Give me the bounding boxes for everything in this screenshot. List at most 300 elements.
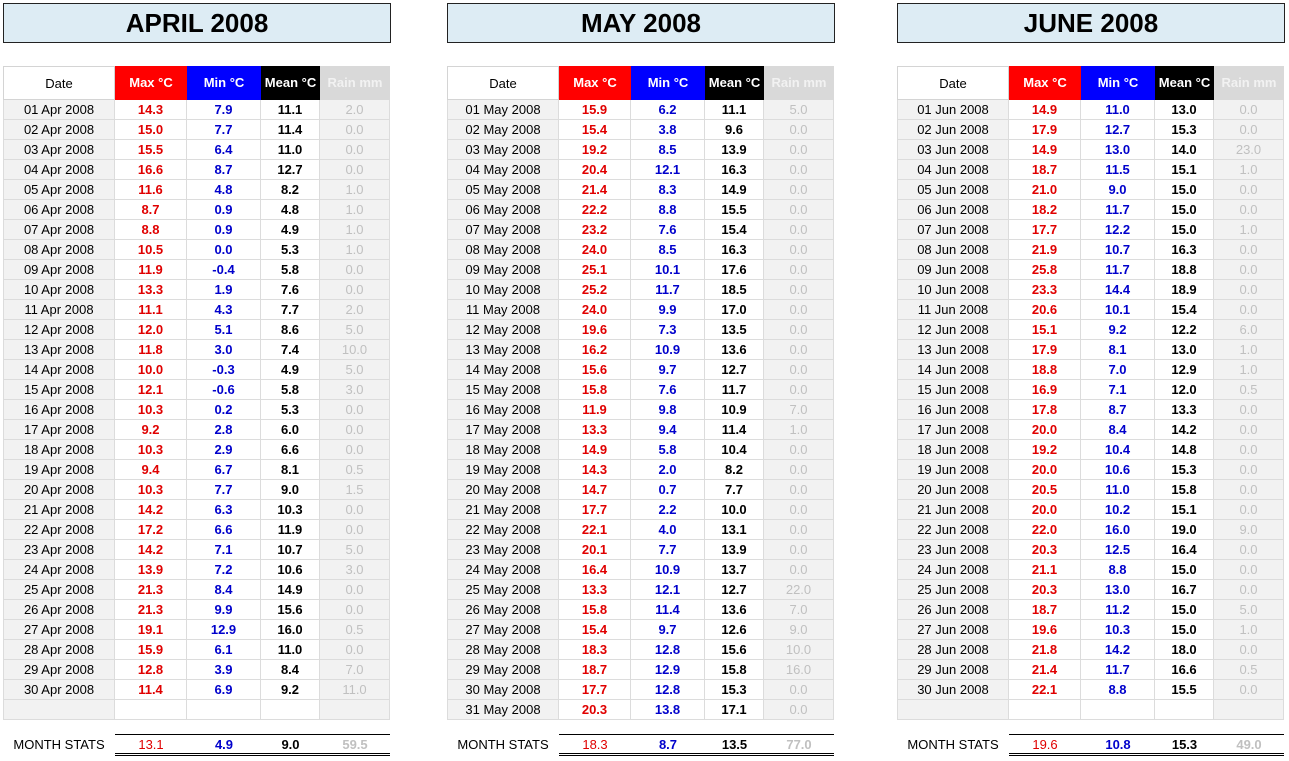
cell-rain[interactable]: 1.0 (764, 420, 834, 440)
cell-rain[interactable]: 0.0 (764, 240, 834, 260)
cell-date[interactable]: 06 Jun 2008 (897, 200, 1009, 220)
cell-rain[interactable]: 0.0 (1214, 440, 1284, 460)
cell-rain[interactable]: 1.0 (1214, 360, 1284, 380)
cell-min[interactable]: 4.0 (631, 520, 705, 540)
cell-min[interactable]: 6.9 (187, 680, 261, 700)
cell-mean[interactable]: 6.0 (261, 420, 320, 440)
stats-max[interactable]: 19.6 (1009, 734, 1081, 756)
cell-max[interactable]: 21.8 (1009, 640, 1081, 660)
cell-date[interactable]: 10 May 2008 (447, 280, 559, 300)
cell-rain[interactable]: 0.0 (764, 460, 834, 480)
cell-rain[interactable]: 0.0 (1214, 540, 1284, 560)
cell-mean[interactable]: 13.1 (705, 520, 764, 540)
cell-rain[interactable]: 0.0 (320, 120, 390, 140)
cell-mean[interactable]: 15.0 (1155, 620, 1214, 640)
cell-mean[interactable]: 15.5 (705, 200, 764, 220)
cell-max[interactable]: 22.1 (1009, 680, 1081, 700)
cell-date[interactable] (3, 700, 115, 720)
cell-date[interactable]: 23 Jun 2008 (897, 540, 1009, 560)
cell-mean[interactable]: 15.6 (261, 600, 320, 620)
cell-mean[interactable]: 6.6 (261, 440, 320, 460)
cell-date[interactable]: 15 Jun 2008 (897, 380, 1009, 400)
cell-date[interactable]: 12 Apr 2008 (3, 320, 115, 340)
cell-min[interactable]: 6.6 (187, 520, 261, 540)
cell-date[interactable]: 12 May 2008 (447, 320, 559, 340)
cell-rain[interactable]: 1.0 (1214, 220, 1284, 240)
cell-min[interactable]: 8.4 (1081, 420, 1155, 440)
cell-min[interactable]: 14.2 (1081, 640, 1155, 660)
cell-max[interactable]: 22.2 (559, 200, 631, 220)
cell-date[interactable]: 05 May 2008 (447, 180, 559, 200)
cell-min[interactable]: 6.3 (187, 500, 261, 520)
cell-max[interactable]: 10.3 (115, 400, 187, 420)
cell-max[interactable]: 14.7 (559, 480, 631, 500)
cell-date[interactable]: 30 May 2008 (447, 680, 559, 700)
cell-max[interactable]: 18.8 (1009, 360, 1081, 380)
cell-mean[interactable]: 15.1 (1155, 160, 1214, 180)
cell-rain[interactable]: 0.0 (1214, 280, 1284, 300)
cell-mean[interactable]: 18.9 (1155, 280, 1214, 300)
cell-min[interactable]: 4.3 (187, 300, 261, 320)
cell-max[interactable]: 10.3 (115, 440, 187, 460)
cell-min[interactable]: 10.3 (1081, 620, 1155, 640)
cell-mean[interactable]: 16.6 (1155, 660, 1214, 680)
header-rain[interactable]: Rain mm (320, 66, 390, 100)
cell-max[interactable]: 25.1 (559, 260, 631, 280)
cell-date[interactable]: 27 Apr 2008 (3, 620, 115, 640)
cell-mean[interactable]: 16.7 (1155, 580, 1214, 600)
cell-mean[interactable]: 13.0 (1155, 340, 1214, 360)
cell-max[interactable]: 10.3 (115, 480, 187, 500)
cell-max[interactable]: 17.9 (1009, 120, 1081, 140)
cell-date[interactable]: 18 Apr 2008 (3, 440, 115, 460)
cell-min[interactable]: 0.2 (187, 400, 261, 420)
cell-mean[interactable]: 11.4 (261, 120, 320, 140)
cell-rain[interactable]: 5.0 (320, 360, 390, 380)
cell-min[interactable]: 1.9 (187, 280, 261, 300)
cell-min[interactable]: 10.2 (1081, 500, 1155, 520)
cell-rain[interactable]: 0.0 (764, 440, 834, 460)
cell-max[interactable]: 18.2 (1009, 200, 1081, 220)
cell-min[interactable]: 8.3 (631, 180, 705, 200)
cell-max[interactable]: 19.6 (1009, 620, 1081, 640)
cell-min[interactable]: 10.6 (1081, 460, 1155, 480)
cell-rain[interactable]: 0.0 (764, 520, 834, 540)
header-min[interactable]: Min °C (631, 66, 705, 100)
cell-max[interactable]: 22.0 (1009, 520, 1081, 540)
cell-min[interactable]: 6.1 (187, 640, 261, 660)
cell-date[interactable]: 20 Jun 2008 (897, 480, 1009, 500)
cell-rain[interactable]: 0.0 (1214, 680, 1284, 700)
stats-label[interactable]: MONTH STATS (907, 737, 999, 752)
cell-min[interactable]: 11.7 (1081, 200, 1155, 220)
cell-rain[interactable]: 0.5 (1214, 380, 1284, 400)
cell-date[interactable]: 22 Jun 2008 (897, 520, 1009, 540)
cell-rain[interactable]: 0.0 (764, 700, 834, 720)
cell-date[interactable]: 09 May 2008 (447, 260, 559, 280)
cell-date[interactable]: 03 May 2008 (447, 140, 559, 160)
cell-max[interactable]: 11.6 (115, 180, 187, 200)
cell-rain[interactable]: 6.0 (1214, 320, 1284, 340)
cell-rain[interactable]: 2.0 (320, 300, 390, 320)
cell-max[interactable]: 21.4 (559, 180, 631, 200)
cell-mean[interactable]: 13.5 (705, 320, 764, 340)
cell-max[interactable]: 16.2 (559, 340, 631, 360)
cell-mean[interactable]: 10.4 (705, 440, 764, 460)
cell-min[interactable]: 7.0 (1081, 360, 1155, 380)
cell-mean[interactable]: 10.6 (261, 560, 320, 580)
cell-date[interactable]: 02 Apr 2008 (3, 120, 115, 140)
cell-min[interactable]: 8.4 (187, 580, 261, 600)
header-mean[interactable]: Mean °C (705, 66, 764, 100)
cell-min[interactable]: 0.7 (631, 480, 705, 500)
cell-max[interactable]: 9.2 (115, 420, 187, 440)
cell-rain[interactable]: 5.0 (764, 100, 834, 120)
cell-min[interactable]: 9.8 (631, 400, 705, 420)
cell-mean[interactable]: 13.3 (1155, 400, 1214, 420)
cell-max[interactable]: 17.7 (559, 500, 631, 520)
stats-min[interactable]: 10.8 (1081, 734, 1155, 756)
cell-mean[interactable]: 7.7 (705, 480, 764, 500)
cell-mean[interactable]: 7.6 (261, 280, 320, 300)
cell-rain[interactable]: 0.0 (764, 500, 834, 520)
cell-rain[interactable]: 7.0 (764, 400, 834, 420)
stats-rain[interactable]: 49.0 (1214, 734, 1284, 756)
cell-mean[interactable]: 15.0 (1155, 220, 1214, 240)
cell-min[interactable]: 9.7 (631, 620, 705, 640)
cell-date[interactable]: 14 Apr 2008 (3, 360, 115, 380)
cell-max[interactable]: 14.9 (1009, 100, 1081, 120)
cell-min[interactable]: 8.7 (1081, 400, 1155, 420)
cell-rain[interactable]: 9.0 (1214, 520, 1284, 540)
cell-mean[interactable]: 13.0 (1155, 100, 1214, 120)
cell-max[interactable]: 15.1 (1009, 320, 1081, 340)
cell-mean[interactable] (261, 700, 320, 720)
cell-mean[interactable]: 15.0 (1155, 600, 1214, 620)
cell-max[interactable]: 25.2 (559, 280, 631, 300)
cell-min[interactable]: 13.0 (1081, 580, 1155, 600)
cell-rain[interactable]: 0.0 (1214, 480, 1284, 500)
cell-max[interactable]: 18.7 (1009, 160, 1081, 180)
cell-max[interactable]: 18.3 (559, 640, 631, 660)
stats-max[interactable]: 13.1 (115, 734, 187, 756)
cell-date[interactable]: 16 Jun 2008 (897, 400, 1009, 420)
cell-max[interactable]: 20.1 (559, 540, 631, 560)
cell-min[interactable]: 0.0 (187, 240, 261, 260)
cell-date[interactable]: 14 May 2008 (447, 360, 559, 380)
cell-mean[interactable]: 10.9 (705, 400, 764, 420)
cell-rain[interactable]: 0.0 (764, 560, 834, 580)
cell-mean[interactable]: 14.9 (705, 180, 764, 200)
cell-mean[interactable]: 18.0 (1155, 640, 1214, 660)
cell-date[interactable]: 04 Apr 2008 (3, 160, 115, 180)
cell-mean[interactable]: 16.0 (261, 620, 320, 640)
cell-rain[interactable]: 1.0 (320, 200, 390, 220)
cell-max[interactable]: 21.4 (1009, 660, 1081, 680)
cell-max[interactable]: 11.9 (115, 260, 187, 280)
cell-max[interactable]: 18.7 (559, 660, 631, 680)
cell-max[interactable]: 19.2 (559, 140, 631, 160)
cell-min[interactable]: 0.9 (187, 220, 261, 240)
cell-date[interactable]: 16 Apr 2008 (3, 400, 115, 420)
cell-rain[interactable]: 0.5 (320, 620, 390, 640)
cell-rain[interactable]: 10.0 (764, 640, 834, 660)
cell-min[interactable]: 7.7 (187, 120, 261, 140)
cell-rain[interactable]: 0.0 (764, 340, 834, 360)
cell-date[interactable]: 01 May 2008 (447, 100, 559, 120)
cell-min[interactable] (1081, 700, 1155, 720)
cell-max[interactable]: 15.0 (115, 120, 187, 140)
cell-date[interactable]: 03 Jun 2008 (897, 140, 1009, 160)
cell-max[interactable]: 20.5 (1009, 480, 1081, 500)
cell-mean[interactable]: 15.6 (705, 640, 764, 660)
cell-rain[interactable]: 0.0 (1214, 460, 1284, 480)
cell-mean[interactable]: 17.0 (705, 300, 764, 320)
cell-date[interactable]: 21 Apr 2008 (3, 500, 115, 520)
cell-date[interactable]: 21 May 2008 (447, 500, 559, 520)
cell-date[interactable]: 19 May 2008 (447, 460, 559, 480)
cell-min[interactable]: 9.9 (187, 600, 261, 620)
cell-rain[interactable]: 0.0 (1214, 260, 1284, 280)
cell-min[interactable]: 7.6 (631, 220, 705, 240)
cell-date[interactable]: 20 May 2008 (447, 480, 559, 500)
cell-date[interactable]: 17 Apr 2008 (3, 420, 115, 440)
cell-mean[interactable] (1155, 700, 1214, 720)
cell-mean[interactable]: 12.7 (705, 580, 764, 600)
cell-rain[interactable]: 0.5 (1214, 660, 1284, 680)
cell-mean[interactable]: 18.5 (705, 280, 764, 300)
cell-date[interactable]: 07 May 2008 (447, 220, 559, 240)
cell-min[interactable]: 8.7 (187, 160, 261, 180)
cell-max[interactable]: 11.8 (115, 340, 187, 360)
cell-min[interactable]: 5.8 (631, 440, 705, 460)
cell-date[interactable]: 18 Jun 2008 (897, 440, 1009, 460)
cell-max[interactable]: 21.0 (1009, 180, 1081, 200)
cell-min[interactable]: 10.9 (631, 340, 705, 360)
cell-mean[interactable]: 14.9 (261, 580, 320, 600)
cell-min[interactable]: 13.8 (631, 700, 705, 720)
cell-date[interactable]: 25 Jun 2008 (897, 580, 1009, 600)
cell-rain[interactable]: 0.0 (1214, 400, 1284, 420)
cell-min[interactable]: 11.4 (631, 600, 705, 620)
cell-rain[interactable]: 0.0 (764, 120, 834, 140)
header-min[interactable]: Min °C (1081, 66, 1155, 100)
cell-mean[interactable]: 17.1 (705, 700, 764, 720)
cell-rain[interactable]: 0.0 (320, 400, 390, 420)
cell-min[interactable]: 3.8 (631, 120, 705, 140)
cell-min[interactable]: 2.8 (187, 420, 261, 440)
cell-mean[interactable]: 13.6 (705, 600, 764, 620)
cell-min[interactable]: 14.4 (1081, 280, 1155, 300)
cell-date[interactable]: 14 Jun 2008 (897, 360, 1009, 380)
cell-mean[interactable]: 5.3 (261, 240, 320, 260)
cell-rain[interactable]: 11.0 (320, 680, 390, 700)
stats-label[interactable]: MONTH STATS (13, 737, 105, 752)
cell-date[interactable]: 05 Apr 2008 (3, 180, 115, 200)
cell-max[interactable]: 17.7 (559, 680, 631, 700)
cell-max[interactable]: 23.2 (559, 220, 631, 240)
cell-min[interactable]: 13.0 (1081, 140, 1155, 160)
cell-date[interactable]: 09 Apr 2008 (3, 260, 115, 280)
cell-max[interactable]: 20.0 (1009, 500, 1081, 520)
cell-max[interactable]: 17.8 (1009, 400, 1081, 420)
cell-rain[interactable]: 3.0 (320, 380, 390, 400)
cell-max[interactable]: 12.0 (115, 320, 187, 340)
cell-min[interactable]: 7.2 (187, 560, 261, 580)
cell-min[interactable]: 11.0 (1081, 100, 1155, 120)
cell-rain[interactable]: 0.0 (1214, 640, 1284, 660)
cell-min[interactable]: 11.5 (1081, 160, 1155, 180)
cell-min[interactable]: 11.7 (1081, 260, 1155, 280)
cell-rain[interactable]: 0.0 (1214, 300, 1284, 320)
stats-min[interactable]: 4.9 (187, 734, 261, 756)
cell-mean[interactable]: 13.9 (705, 140, 764, 160)
cell-max[interactable]: 25.8 (1009, 260, 1081, 280)
cell-min[interactable]: 7.7 (631, 540, 705, 560)
cell-max[interactable] (115, 700, 187, 720)
cell-date[interactable]: 29 Jun 2008 (897, 660, 1009, 680)
cell-mean[interactable]: 15.1 (1155, 500, 1214, 520)
cell-mean[interactable]: 16.3 (1155, 240, 1214, 260)
cell-mean[interactable]: 16.3 (705, 240, 764, 260)
cell-max[interactable]: 21.3 (115, 600, 187, 620)
cell-date[interactable]: 13 May 2008 (447, 340, 559, 360)
stats-mean[interactable]: 9.0 (261, 734, 320, 756)
cell-min[interactable]: 6.4 (187, 140, 261, 160)
cell-mean[interactable]: 15.0 (1155, 200, 1214, 220)
cell-rain[interactable]: 1.0 (320, 180, 390, 200)
cell-date[interactable]: 22 May 2008 (447, 520, 559, 540)
stats-max[interactable]: 18.3 (559, 734, 631, 756)
cell-max[interactable]: 13.3 (115, 280, 187, 300)
cell-max[interactable]: 24.0 (559, 240, 631, 260)
header-rain[interactable]: Rain mm (764, 66, 834, 100)
cell-rain[interactable]: 1.0 (1214, 620, 1284, 640)
cell-date[interactable]: 18 May 2008 (447, 440, 559, 460)
stats-mean[interactable]: 15.3 (1155, 734, 1214, 756)
cell-rain[interactable]: 0.0 (320, 640, 390, 660)
cell-rain[interactable] (320, 700, 390, 720)
cell-max[interactable]: 18.7 (1009, 600, 1081, 620)
cell-mean[interactable]: 11.0 (261, 640, 320, 660)
cell-rain[interactable]: 1.0 (1214, 340, 1284, 360)
cell-date[interactable]: 02 Jun 2008 (897, 120, 1009, 140)
cell-mean[interactable]: 12.9 (1155, 360, 1214, 380)
cell-min[interactable]: 8.5 (631, 240, 705, 260)
cell-min[interactable]: 8.8 (631, 200, 705, 220)
cell-min[interactable]: -0.3 (187, 360, 261, 380)
cell-mean[interactable]: 14.8 (1155, 440, 1214, 460)
cell-max[interactable]: 13.3 (559, 420, 631, 440)
cell-rain[interactable]: 0.0 (320, 500, 390, 520)
cell-rain[interactable]: 0.0 (1214, 580, 1284, 600)
cell-min[interactable]: 12.5 (1081, 540, 1155, 560)
cell-mean[interactable]: 8.4 (261, 660, 320, 680)
cell-rain[interactable]: 0.0 (764, 180, 834, 200)
cell-mean[interactable]: 5.8 (261, 380, 320, 400)
cell-min[interactable]: 5.1 (187, 320, 261, 340)
cell-mean[interactable]: 11.9 (261, 520, 320, 540)
cell-date[interactable]: 19 Jun 2008 (897, 460, 1009, 480)
cell-date[interactable] (897, 700, 1009, 720)
cell-mean[interactable]: 12.0 (1155, 380, 1214, 400)
cell-max[interactable]: 16.9 (1009, 380, 1081, 400)
cell-rain[interactable]: 0.0 (764, 220, 834, 240)
cell-max[interactable]: 9.4 (115, 460, 187, 480)
cell-mean[interactable]: 4.8 (261, 200, 320, 220)
cell-date[interactable]: 29 May 2008 (447, 660, 559, 680)
cell-rain[interactable]: 9.0 (764, 620, 834, 640)
cell-min[interactable]: 12.1 (631, 160, 705, 180)
cell-max[interactable]: 15.6 (559, 360, 631, 380)
cell-rain[interactable]: 0.0 (1214, 500, 1284, 520)
cell-rain[interactable]: 0.0 (764, 320, 834, 340)
cell-max[interactable]: 8.8 (115, 220, 187, 240)
cell-min[interactable]: 12.8 (631, 680, 705, 700)
cell-max[interactable]: 20.4 (559, 160, 631, 180)
stats-rain[interactable]: 77.0 (764, 734, 834, 756)
cell-mean[interactable]: 13.6 (705, 340, 764, 360)
cell-min[interactable]: 10.1 (1081, 300, 1155, 320)
cell-rain[interactable]: 0.0 (320, 140, 390, 160)
cell-rain[interactable]: 1.0 (320, 220, 390, 240)
cell-rain[interactable]: 0.0 (1214, 120, 1284, 140)
cell-date[interactable]: 15 Apr 2008 (3, 380, 115, 400)
cell-min[interactable]: 8.5 (631, 140, 705, 160)
cell-mean[interactable]: 14.2 (1155, 420, 1214, 440)
cell-min[interactable]: 11.0 (1081, 480, 1155, 500)
cell-max[interactable]: 19.1 (115, 620, 187, 640)
cell-mean[interactable]: 16.4 (1155, 540, 1214, 560)
cell-min[interactable]: 9.2 (1081, 320, 1155, 340)
cell-date[interactable]: 24 May 2008 (447, 560, 559, 580)
cell-min[interactable]: 11.2 (1081, 600, 1155, 620)
cell-mean[interactable]: 11.1 (705, 100, 764, 120)
header-date[interactable]: Date (897, 66, 1009, 100)
cell-max[interactable]: 15.8 (559, 380, 631, 400)
cell-rain[interactable]: 1.0 (1214, 160, 1284, 180)
cell-rain[interactable]: 16.0 (764, 660, 834, 680)
cell-rain[interactable]: 22.0 (764, 580, 834, 600)
cell-rain[interactable]: 0.0 (320, 160, 390, 180)
cell-mean[interactable]: 12.6 (705, 620, 764, 640)
cell-min[interactable]: -0.6 (187, 380, 261, 400)
cell-max[interactable]: 23.3 (1009, 280, 1081, 300)
cell-max[interactable]: 14.3 (559, 460, 631, 480)
cell-rain[interactable]: 0.0 (320, 600, 390, 620)
cell-mean[interactable]: 9.0 (261, 480, 320, 500)
cell-date[interactable]: 06 Apr 2008 (3, 200, 115, 220)
cell-mean[interactable]: 18.8 (1155, 260, 1214, 280)
cell-date[interactable]: 25 May 2008 (447, 580, 559, 600)
cell-max[interactable]: 20.3 (1009, 540, 1081, 560)
cell-min[interactable]: 12.7 (1081, 120, 1155, 140)
cell-mean[interactable]: 11.0 (261, 140, 320, 160)
cell-mean[interactable]: 15.8 (1155, 480, 1214, 500)
cell-date[interactable]: 01 Apr 2008 (3, 100, 115, 120)
cell-date[interactable]: 30 Jun 2008 (897, 680, 1009, 700)
cell-max[interactable] (1009, 700, 1081, 720)
cell-rain[interactable]: 0.0 (764, 160, 834, 180)
cell-max[interactable]: 21.3 (115, 580, 187, 600)
cell-mean[interactable]: 15.3 (705, 680, 764, 700)
cell-mean[interactable]: 7.4 (261, 340, 320, 360)
cell-date[interactable]: 02 May 2008 (447, 120, 559, 140)
cell-mean[interactable]: 19.0 (1155, 520, 1214, 540)
cell-min[interactable]: 3.9 (187, 660, 261, 680)
cell-date[interactable]: 06 May 2008 (447, 200, 559, 220)
cell-min[interactable]: 8.8 (1081, 680, 1155, 700)
